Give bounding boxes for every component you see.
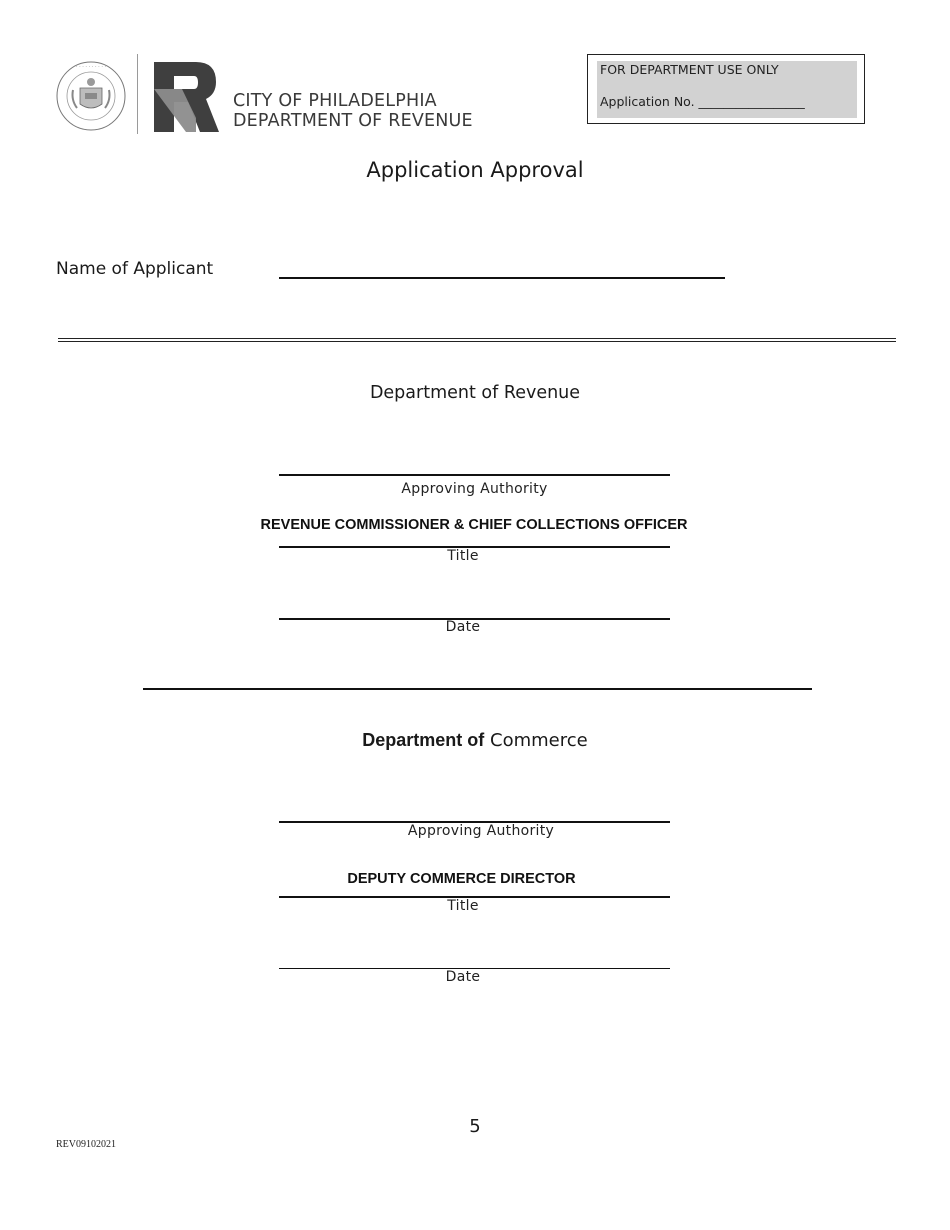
org-name-line2: DEPARTMENT OF REVENUE (233, 111, 473, 131)
page-title: Application Approval (366, 158, 584, 182)
org-name-line1: CITY OF PHILADELPHIA (233, 91, 437, 111)
applicant-name-field[interactable] (279, 277, 725, 279)
revenue-title-caption: Title (447, 548, 479, 564)
svg-text:· · · · · · · · · ·: · · · · · · · · · · (75, 64, 107, 70)
commerce-heading-rest: Commerce (490, 730, 588, 751)
revenue-r-logo-icon (152, 62, 222, 132)
revenue-authority-signature-field[interactable] (279, 474, 670, 476)
revenue-section-heading: Department of Revenue (369, 383, 581, 403)
revenue-authority-caption: Approving Authority (401, 481, 548, 497)
revenue-title-value: REVENUE COMMISSIONER & CHIEF COLLECTIONS OFFICER (260, 517, 688, 533)
city-seal-icon (55, 60, 127, 132)
application-number-field[interactable]: Application No. _________________ (600, 94, 805, 109)
commerce-heading-bold: Department of (362, 730, 485, 750)
revenue-date-caption: Date (445, 619, 481, 635)
header-divider (137, 54, 138, 134)
department-use-box (587, 54, 865, 124)
department-divider (143, 688, 812, 690)
form-revision-code: REV09102021 (56, 1139, 116, 1150)
section-divider (58, 338, 896, 339)
section-divider (58, 341, 896, 342)
applicant-name-label: Name of Applicant (56, 259, 214, 279)
department-use-shading (597, 61, 857, 118)
page-number: 5 (469, 1116, 481, 1137)
commerce-date-caption: Date (445, 969, 481, 985)
commerce-section-heading (0, 730, 950, 751)
department-use-label: FOR DEPARTMENT USE ONLY (600, 62, 779, 77)
commerce-authority-caption: Approving Authority (407, 823, 555, 839)
commerce-title-value: DEPUTY COMMERCE DIRECTOR (347, 871, 576, 887)
commerce-title-caption: Title (447, 898, 479, 914)
